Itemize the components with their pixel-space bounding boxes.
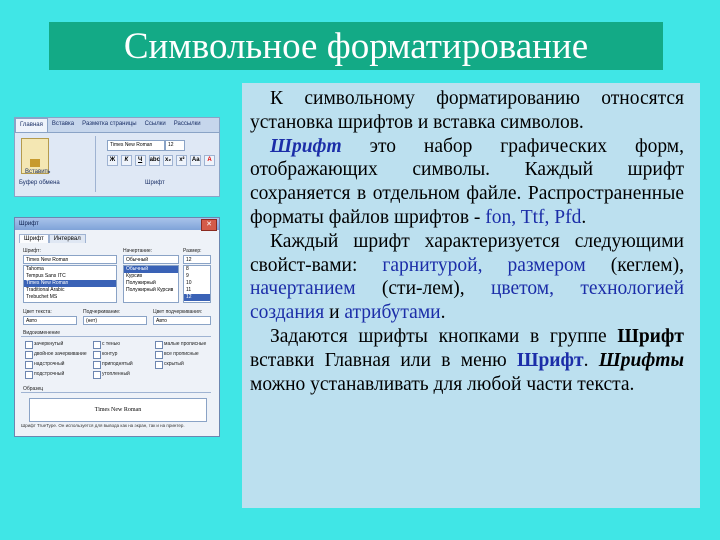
effect-checkbox[interactable]: [93, 341, 101, 349]
effect-checkbox[interactable]: [155, 351, 163, 359]
size-list[interactable]: [183, 265, 211, 303]
color-label: Цвет текста:: [23, 309, 52, 315]
effect-checkbox[interactable]: [25, 341, 33, 349]
style-input[interactable]: Обычный: [123, 255, 179, 264]
paste-button[interactable]: [21, 138, 49, 174]
prop-typeface: гарнитурой,: [382, 254, 483, 276]
text-span: .: [583, 349, 599, 371]
subscript-button[interactable]: x₂: [163, 155, 174, 166]
formats-highlight: fon, Ttf, Pfd: [485, 206, 582, 228]
text-span: можно устанавливать для любой части текста.: [250, 373, 635, 395]
paragraph: [250, 325, 684, 396]
prop-attributes: атрибутами: [344, 302, 441, 324]
font-list[interactable]: [23, 265, 117, 303]
divider: [21, 392, 211, 393]
clipboard-group-label: Буфер обмена: [19, 180, 60, 186]
list-item[interactable]: Tempus Sans ITC: [26, 273, 66, 279]
effect-checkbox[interactable]: [155, 341, 163, 349]
effect-checkbox[interactable]: [25, 351, 33, 359]
font-color-button[interactable]: A: [204, 155, 215, 166]
title-bar: [49, 22, 663, 70]
list-item[interactable]: Обычный: [124, 266, 178, 273]
text-span: это набор графических форм, отображающих символы. Каждый шрифт сохраняется в отдельном файле. Распространенные форматы файлов шрифтов -: [250, 135, 684, 228]
font-input[interactable]: Times New Roman: [23, 255, 117, 264]
ribbon-tab[interactable]: Разметка страницы: [82, 121, 137, 127]
bold-term: Шрифт: [617, 325, 684, 347]
italic-button[interactable]: К: [121, 155, 132, 166]
ribbon-tabs: [15, 118, 219, 133]
list-item[interactable]: 10: [186, 280, 192, 286]
prop-style: начертанием: [250, 278, 356, 300]
prop-technology: технологией создания: [250, 278, 684, 324]
paragraph: [250, 230, 684, 325]
term-font: Шрифт: [270, 135, 342, 157]
sample-preview: Times New Roman: [29, 398, 207, 422]
effect-label: контур: [102, 351, 118, 357]
tab-spacing[interactable]: Интервал: [49, 234, 86, 243]
ribbon-tab[interactable]: Вставка: [51, 121, 75, 127]
list-item[interactable]: 12: [184, 294, 210, 301]
paragraph: К символьному форматированию относятся установка шрифтов и вставка символов.: [250, 88, 684, 133]
list-item[interactable]: 11: [186, 287, 192, 293]
style-list[interactable]: [123, 265, 179, 303]
effect-label: утопленный: [102, 371, 130, 377]
slide-title: Символьное форматирование: [123, 26, 589, 67]
ribbon-screenshot: [14, 117, 220, 197]
effect-label: подстрочный: [34, 371, 65, 377]
effects-label: Видоизменение: [23, 330, 61, 336]
superscript-button[interactable]: x²: [176, 155, 187, 166]
ribbon-size-select[interactable]: 12: [165, 140, 185, 151]
change-case-button[interactable]: Aa: [190, 155, 201, 166]
effect-label: малые прописные: [164, 341, 207, 347]
tab-font[interactable]: Шрифт: [19, 234, 49, 243]
effect-label: зачеркнутый: [34, 341, 64, 347]
body-text: [250, 87, 684, 396]
underline-select[interactable]: (нет): [83, 316, 147, 325]
text-span: и: [324, 302, 345, 324]
effect-checkbox[interactable]: [25, 361, 33, 369]
effect-checkbox[interactable]: [25, 371, 33, 379]
bold-term-menu: Шрифт: [517, 349, 584, 371]
effect-label: надстрочный: [34, 361, 65, 367]
font-note: Шрифт TrueType. Он используется для вывода как на экран, так и на принтер.: [21, 423, 185, 428]
bold-button[interactable]: Ж: [107, 155, 118, 166]
text-span: (кеглем),: [585, 254, 684, 276]
font-dialog: [14, 217, 220, 437]
effect-label: скрытый: [164, 361, 184, 367]
font-label: Шрифт:: [23, 248, 41, 254]
ribbon-tab[interactable]: Ссылки: [144, 121, 166, 127]
list-item[interactable]: Times New Roman: [24, 280, 116, 287]
text-span: .: [581, 206, 587, 228]
size-label: Размер:: [183, 248, 202, 254]
prop-size: размером: [482, 254, 586, 276]
dialog-tabs: [19, 234, 86, 243]
ribbon-separator: [95, 136, 96, 192]
underline-label: Подчеркивание:: [83, 309, 121, 315]
list-item[interactable]: Полужирный: [126, 280, 156, 286]
clipboard-icon: [30, 159, 40, 167]
divider: [21, 336, 211, 337]
font-group-label: Шрифт: [145, 180, 165, 186]
list-item[interactable]: Курсив: [126, 273, 143, 279]
dialog-title: Шрифт: [15, 218, 219, 230]
ribbon-tab[interactable]: Рассылки: [173, 121, 201, 127]
underline-button[interactable]: Ч: [135, 155, 146, 166]
size-input[interactable]: 12: [183, 255, 211, 264]
effect-checkbox[interactable]: [93, 361, 101, 369]
list-item[interactable]: Traditional Arabic: [26, 287, 65, 293]
effect-label: с тенью: [102, 341, 121, 347]
list-item[interactable]: 8: [186, 266, 189, 272]
text-box: [242, 83, 700, 508]
effect-checkbox[interactable]: [155, 361, 163, 369]
text-span: Каждый шрифт характеризуется следующими свойст-вами:: [250, 230, 684, 276]
sample-label: Образец: [23, 386, 44, 392]
effect-label: двойное зачеркивание: [34, 351, 87, 357]
ribbon-tab[interactable]: Главная: [15, 118, 48, 132]
strikethrough-button[interactable]: abc: [149, 155, 160, 166]
ribbon-font-select[interactable]: Times New Roman: [107, 140, 165, 151]
text-span: .: [440, 302, 446, 324]
style-label: Начертание:: [123, 248, 153, 254]
color-select[interactable]: Авто: [23, 316, 77, 325]
prop-color: цветом,: [490, 278, 555, 300]
text-span: вставки Главная или в меню: [250, 349, 518, 371]
ribbon-format-buttons: [107, 155, 215, 165]
list-item[interactable]: 9: [186, 273, 189, 279]
effect-label: все прописные: [164, 351, 199, 357]
list-item[interactable]: Tahoma: [26, 266, 44, 272]
underline-color-label: Цвет подчеркивания:: [153, 309, 203, 315]
effect-label: приподнятый: [102, 361, 133, 367]
list-item[interactable]: Trebuchet MS: [26, 294, 58, 300]
close-icon[interactable]: ✕: [201, 219, 217, 231]
list-item[interactable]: Полужирный Курсив: [126, 287, 174, 293]
underline-color-select[interactable]: Авто: [153, 316, 211, 325]
paragraph: [250, 135, 684, 230]
effect-checkbox[interactable]: [93, 371, 101, 379]
text-span: Задаются шрифты кнопками в группе: [270, 325, 618, 347]
paste-label: Вставить: [25, 169, 51, 175]
bold-italic-term: Шрифты: [598, 349, 684, 371]
text-span: (сти-лем),: [355, 278, 491, 300]
effect-checkbox[interactable]: [93, 351, 101, 359]
